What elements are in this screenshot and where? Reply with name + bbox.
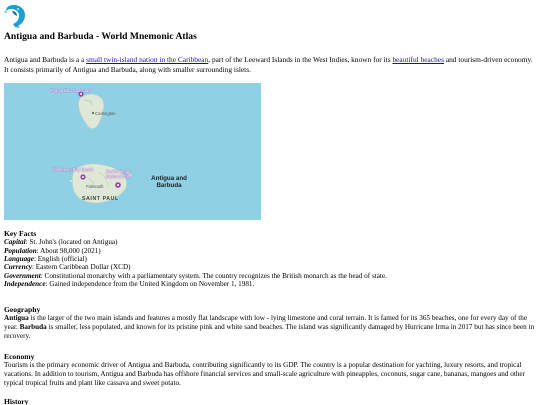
fact-currency: Currency: Eastern Caribbean Dollar (XCD) — [4, 263, 131, 272]
fact-language: Language: English (official) — [4, 255, 87, 263]
key-facts-section — [4, 229, 536, 288]
link-beautiful-beaches[interactable]: beautiful beaches — [392, 55, 444, 64]
geography-section — [4, 305, 536, 340]
map-image[interactable] — [4, 83, 261, 220]
geography-paragraph: Antigua is the larger of the two main islands and features a mostly flat landscape with low - lying limestone and coral terrain. It is famed for its 365 beaches, one for every day of the year. Barbuda is smaller, less populated, and known for its pristine pink and white sand beaches. The island was significantly damaged by Hurricane Irma in 2017 but has since been in recovery. — [4, 314, 535, 340]
dolphin-logo-icon[interactable] — [4, 3, 28, 29]
map-label-country: Antigua and Barbuda — [151, 175, 187, 189]
geography-heading: Geography — [4, 305, 41, 314]
economy-section — [4, 352, 536, 387]
fact-independence: Independence: Gained independence from the United Kingdom on November 1, 1981. — [4, 279, 255, 288]
map-label-codrington: Codrington — [95, 111, 116, 116]
economy-paragraph: Tourism is the primary economic driver of Antigua and Barbuda, contributing significantly to its GDP. The country is a popular destination for yachting, luxury resorts, and tropical vacations. In addition to tourism, Antigua and Barbuda has offshore financial services and small-scale agriculture with pineapples, coconuts, sugar cane, bananas, mangoes and other typical tropical fruits and plant like cassava and sweet potato. — [4, 361, 526, 387]
map-graphic — [4, 83, 261, 220]
fact-government: Government: Constitutional monarchy with a parliamentary system. The country recognizes the British monarch as the head of state. — [4, 271, 387, 280]
key-facts-heading: Key Facts — [4, 229, 37, 238]
map-label-devils-bridge: Devil's Bridge National Park — [106, 169, 132, 179]
fact-capital: Capital: St. John's (located on Antigua) — [4, 238, 118, 247]
intro-paragraph: Antigua and Barbuda is a a small twin-island nation in the Caribbean, part of the Leeward Islands in the West Indies, known for its beautiful beaches and tourism-driven economy. It consists primarily of Antigua and Barbuda, along with smaller surrounding islets. — [4, 55, 533, 74]
economy-heading: Economy — [4, 352, 35, 361]
history-heading: History — [4, 397, 29, 405]
map-label-falmouth: Falmouth — [86, 184, 104, 189]
map-label-frigate-bird: Frigate Bird Sanctuary — [50, 88, 92, 93]
page-title: Antigua and Barbuda - World Mnemonic Atlas — [4, 31, 197, 42]
map-label-dickenson-bay: Dickenson Bay Beach — [52, 167, 93, 172]
history-section — [4, 397, 536, 405]
link-small-twin-island[interactable]: small twin-island nation in the Caribbean — [86, 55, 209, 64]
map-label-saint-paul: SAINT PAUL — [82, 196, 119, 202]
fact-population: Population: About 98,000 (2021) — [4, 246, 101, 255]
